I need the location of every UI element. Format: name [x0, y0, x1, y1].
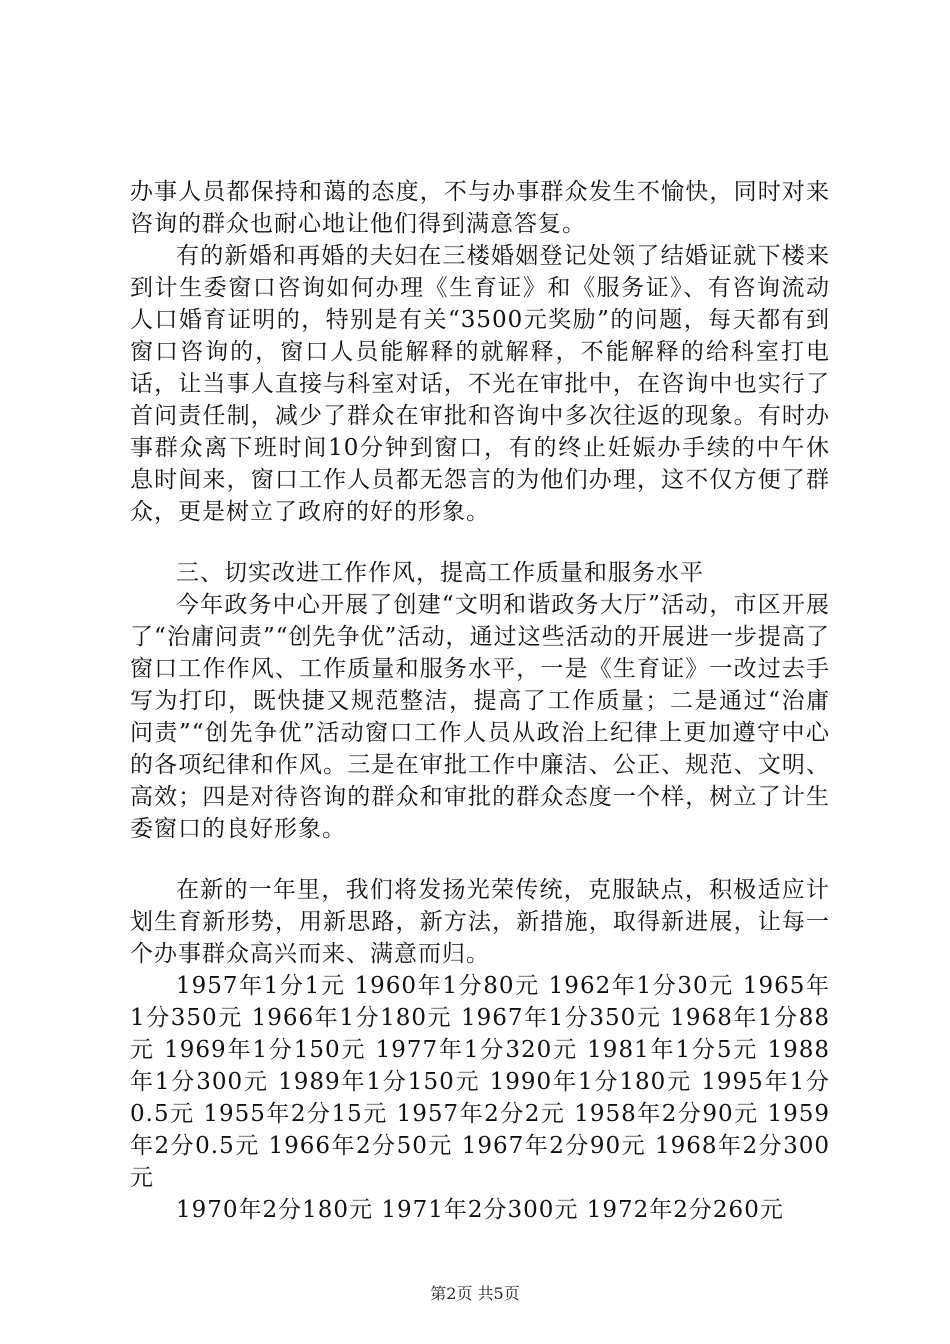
document-body — [130, 176, 830, 1226]
paragraph-price-list: 1957年1分1元 1960年1分80元 1962年1分30元 1965年1分350元 1966年1分180元 1967年1分350元 1968年1分88元 1969年1分150元 1977年1分320元 1981年1分5元 1988年1分300元 1989年1分150元 1990年1分180元 1995年1分0.5元 1955年2分15元 1957年2分2元 1958年2分90元 1959年2分0.5元 1966年2分50元 1967年2分90元 1968年2分300元 — [130, 973, 831, 1191]
section-heading: 三、切实改进工作作风，提高工作质量和服务水平 — [176, 560, 704, 586]
paragraph-consultation: 有的新婚和再婚的夫妇在三楼婚姻登记处领了结婚证就下楼来到计生委窗口咨询如何办理《生育证》和《服务证》、有咨询流动人口婚育证明的，特别是有关“3500元奖励”的问题，每天都有到窗口咨询的，窗口人员能解释的就解释，不能解释的给科室打电话，让当事人直接与科室对话，不光在审批中，在咨询中也实行了首问责任制，减少了群众在审批和咨询中多次往返的现象。有时办事群众离下班时间10分钟到窗口，有的终止妊娠办手续的中午休息时间来，窗口工作人员都无怨言的为他们办理，这不仅方便了群众，更是树立了政府的好的形象。 — [130, 243, 830, 525]
paragraph-gap — [130, 528, 830, 557]
paragraph-work-style: 今年政务中心开展了创建“文明和谐政务大厅”活动，市区开展了“治庸问责”“创先争优”活动，通过这些活动的开展进一步提高了窗口工作作风、工作质量和服务水平，一是《生育证》一改过去手写为打印，既快捷又规范整洁，提高了工作质量；二是通过“治庸问责”“创先争优”活动窗口工作人员从政治上纪律上更加遵守中心的各项纪律和作风。三是在审批工作中廉洁、公正、规范、文明、高效；四是对待咨询的群众和审批的群众态度一个样，树立了计生委窗口的良好形象。 — [130, 592, 830, 842]
paragraph-new-year: 在新的一年里，我们将发扬光荣传统，克服缺点，积极适应计划生育新形势，用新思路，新方法，新措施，取得新进展，让每一个办事群众高兴而来、满意而归。 — [130, 877, 830, 967]
paragraph-continuation: 办事人员都保持和蔼的态度，不与办事群众发生不愉快，同时对来咨询的群众也耐心地让他们得到满意答复。 — [130, 179, 830, 237]
paragraph-price-list-cont: 1970年2分180元 1971年2分300元 1972年2分260元 — [176, 1197, 784, 1223]
paragraph-gap — [130, 845, 830, 874]
page-footer: 第2页 共5页 — [430, 1284, 520, 1303]
